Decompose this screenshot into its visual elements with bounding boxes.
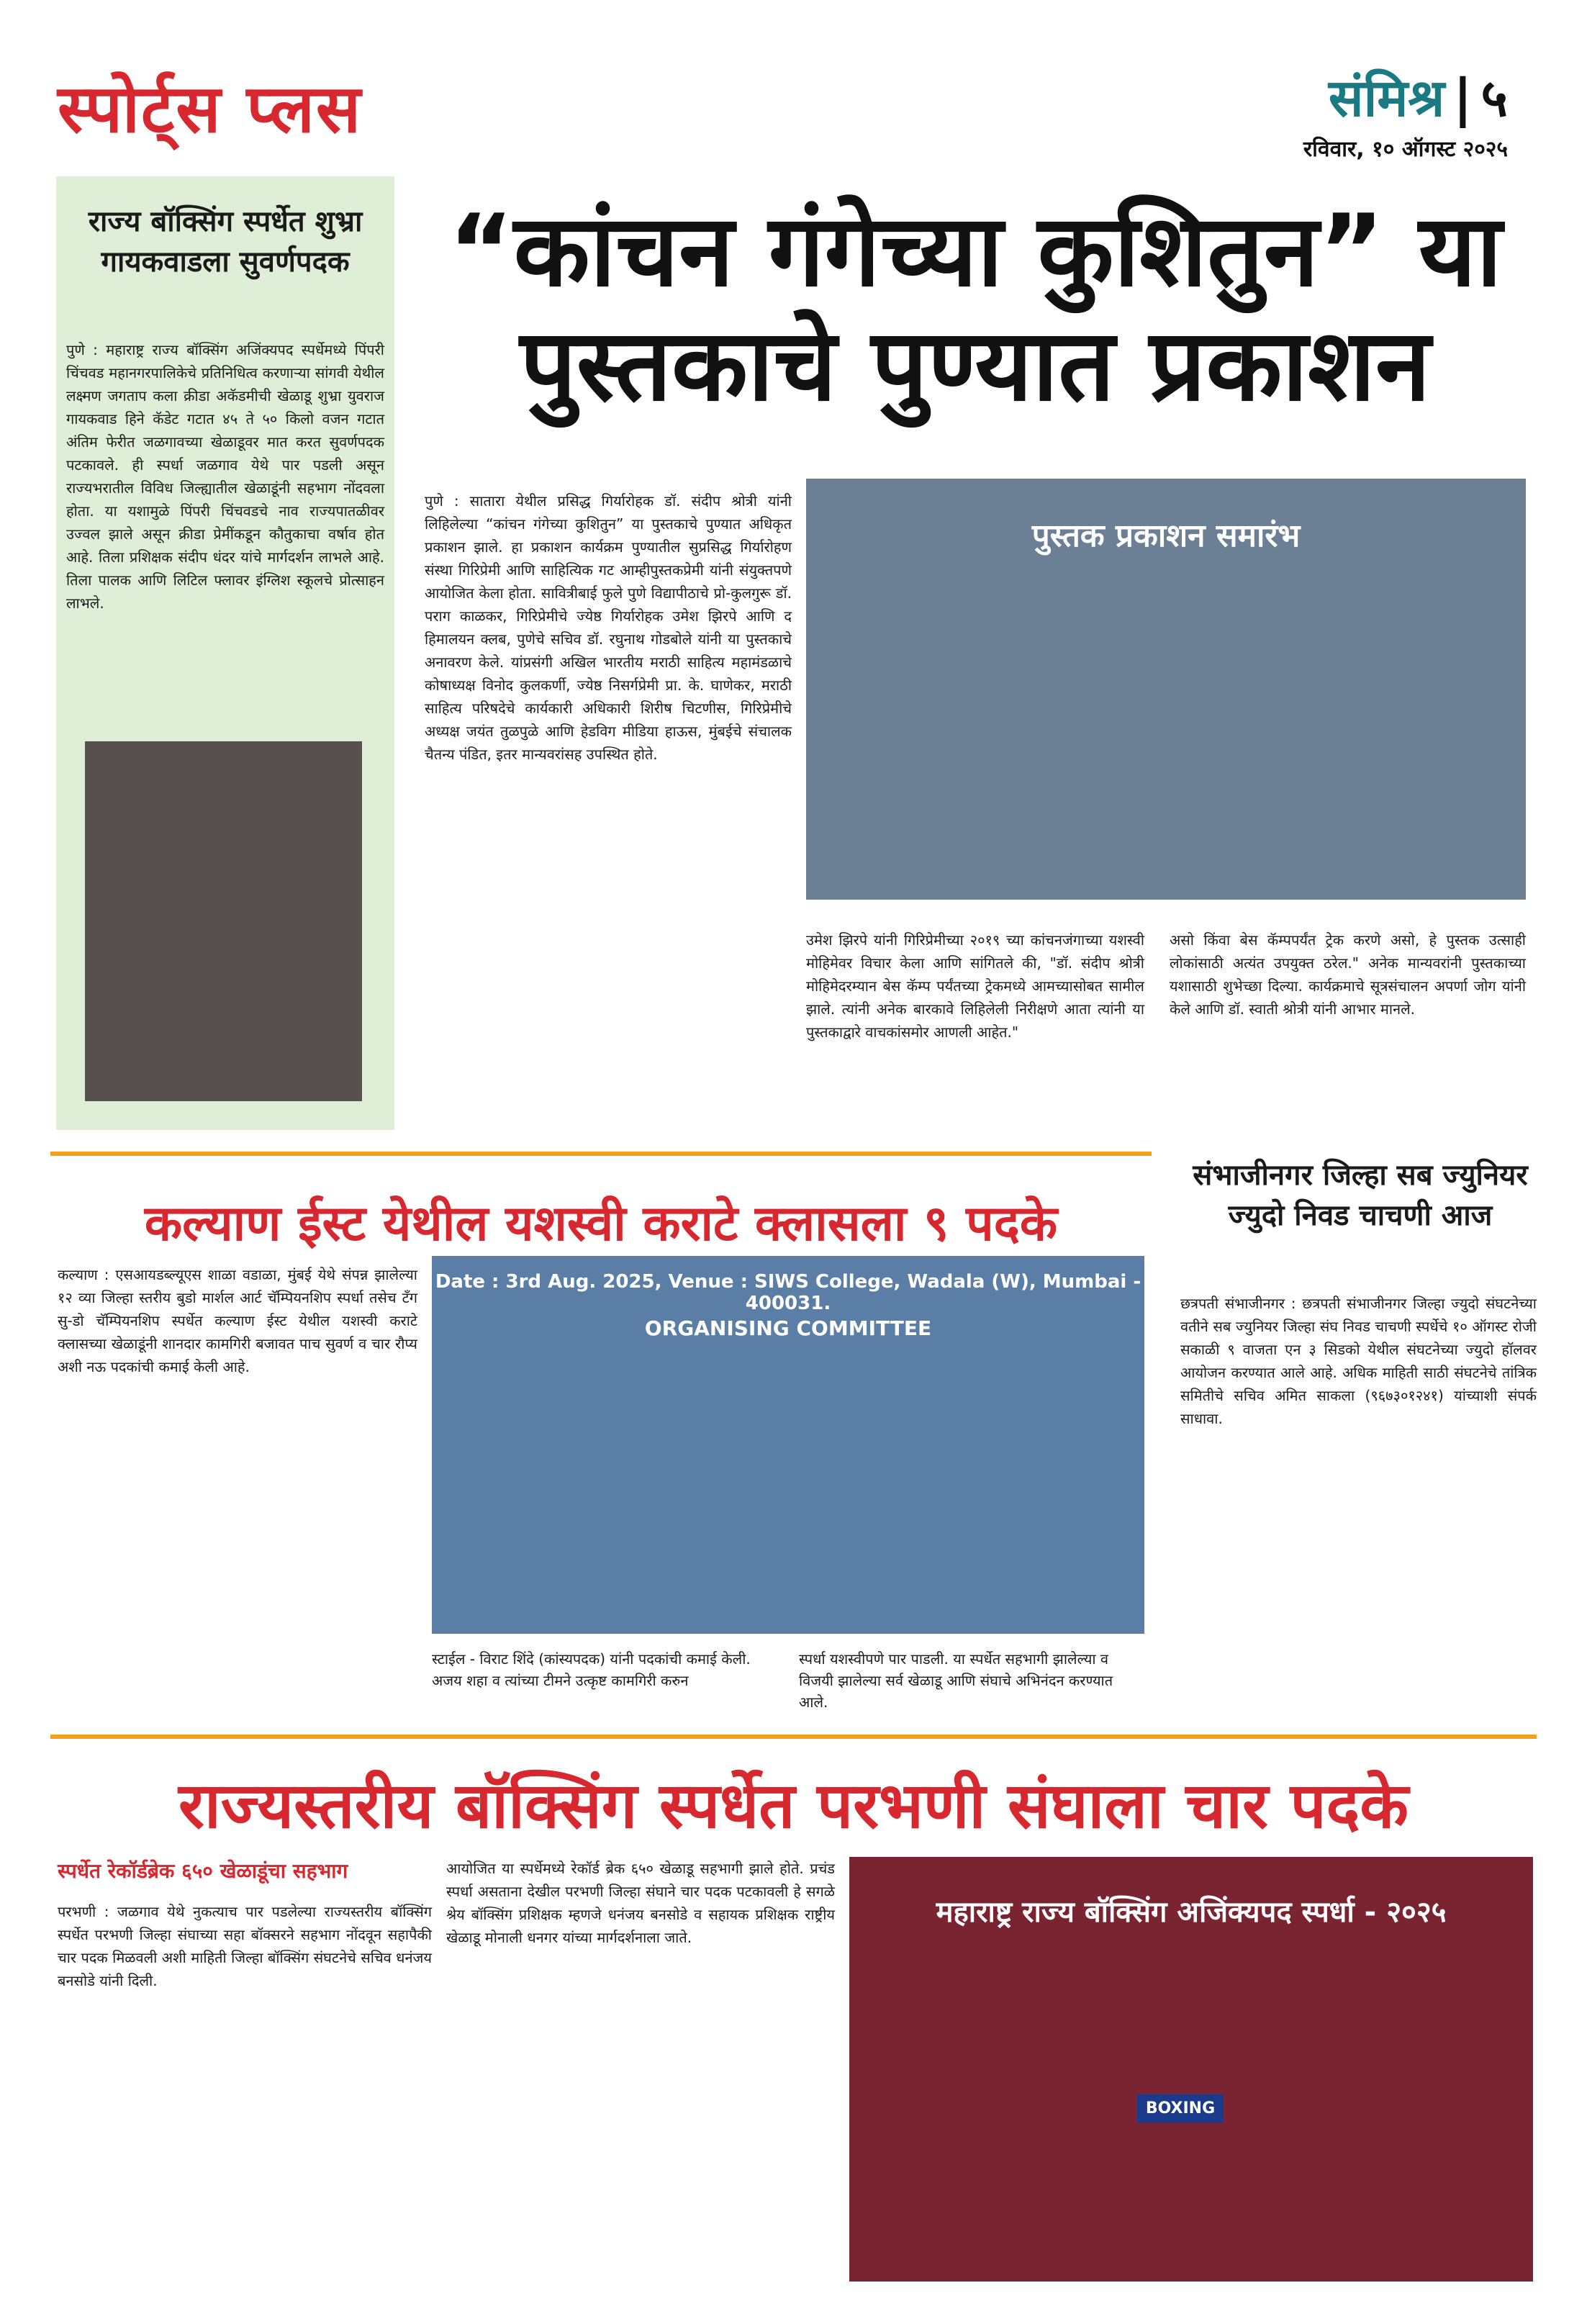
boxing-short-body: पुणे : महाराष्ट्र राज्य बॉक्सिंग अजिंक्यपद स्पर्धेमध्ये पिंपरी चिंचवड महानगरपालिकेचे प्रतिनिधित्व करणाऱ्या सांगवी येथील लक्ष्मण जगताप कला क्रीडा अकॅडमीची खेळाडू शुभ्रा युवराज गायकवाड हिने कॅडेट गटात ४५ ते ५० किलो वजन गटात अंतिम फेरीत जळगावच्या खेळाडूवर मात करत सुवर्णपदक पटकावले. ही स्पर्धा जळगाव येथे पार पडली असून राज्यभरातील विविध जिल्ह्यातील खेळाडूंनी सहभाग नोंदवला होता. या यशामुळे पिंपरी चिंचवडचे नाव राज्यपातळीवर उज्वल झाले असून क्रीडा प्रेमींकडून कौतुकाचा वर्षाव होत आहे. तिला प्रशिक्षक संदीप धंदर यांचे मार्गदर्शन लाभले आहे. तिला पालक आणि लिटिल फ्लावर इंग्लिश स्कूलचे प्रोत्साहन लाभले. xyxy=(66,341,384,612)
page-number: ५ xyxy=(1480,68,1508,128)
lead-photo xyxy=(806,479,1526,900)
divider: | xyxy=(1453,68,1473,128)
parbhani-headline: राज्यस्तरीय बॉक्सिंग स्पर्धेत परभणी संघाला चार पदके xyxy=(178,1768,1409,1843)
parbhani-subhead: स्पर्धेत रेकॉर्डब्रेक ६५० खेळाडूंचा सहभाग xyxy=(58,1859,348,1883)
boxing-short-headline: राज्य बॉक्सिंग स्पर्धेत शुभ्रा गायकवाडला सुवर्णपदक xyxy=(88,205,363,279)
karate-col-right: स्पर्धा यशस्वीपणे पार पाडली. या स्पर्धेत सहभागी झालेल्या व विजयी झालेल्या सर्व खेळाडू आणि संघाचे अभिनंदन करण्यात आले. xyxy=(799,1650,1113,1711)
dateline: रविवार, १० ऑगस्ट २०२५ xyxy=(1303,137,1508,162)
lead-photo-banner: पुस्तक प्रकाशन समारंभ xyxy=(1031,517,1301,554)
judo-body: छत्रपती संभाजीनगर : छत्रपती संभाजीनगर जिल्हा ज्युदो संघटनेच्या वतीने सब ज्युनियर जिल्हा संघ निवड चाचणी स्पर्धेचे १० ऑगस्ट रोजी सकाळी ९ वाजता एन ३ सिडको येथील संघटनेच्या ज्युदो हॉलवर आयोजन करण्यात आले आहे. अधिक माहिती साठी संघटनेचे तांत्रिक समितीचे सचिव अमित साकला (९६७३०१२४१) यांच्याशी संपर्क साधावा. xyxy=(1180,1295,1537,1427)
karate-photo-sub: ORGANISING COMMITTEE xyxy=(644,1316,932,1340)
section-name: संमिश्र xyxy=(1328,68,1445,128)
karate-body: कल्याण : एसआयडब्ल्यूएस शाळा वडाळा, मुंबई येथे संपन्न झालेल्या १२ व्या जिल्हा स्तरीय बुडो मार्शल आर्ट चॅम्पियनशिप स्पर्धा तसेच टँग सु-डो चॅम्पियनशिप स्पर्धेत कल्याण ईस्ट येथील यशस्वी कराटे क्लासच्या खेळाडूंनी शानदार कामगिरी बजावत पाच सुवर्ण व चार रौप्य अशी नऊ पदकांची कमाई केली आहे. xyxy=(58,1266,417,1375)
section-label xyxy=(1329,61,1508,132)
judo-headline: संभाजीनगर जिल्हा सब ज्युनियर ज्युदो निवड चाचणी आज xyxy=(1193,1159,1528,1232)
karate-photo xyxy=(432,1256,1144,1634)
lead-col2: उमेश झिरपे यांनी गिरिप्रेमीच्या २०१९ च्या कांचनजंगाच्या यशस्वी मोहिमेवर विचार केला आणि सांगितले की, "डॉ. संदीप श्रोत्री मोहिमेदरम्यान बेस कॅम्प पर्यंतच्या ट्रेकमध्ये आमच्यासोबत सामील झाले. त्यांनी अनेक बारकावे लिहिलेली निरीक्षणे आता त्यांनी या पुस्तकाद्वारे वाचकांसमोर आणली आहेत." xyxy=(806,931,1144,1041)
boxing-sign: BOXING xyxy=(1137,2094,1224,2123)
lead-col3: असो किंवा बेस कॅम्पपर्यंत ट्रेक करणे असो, हे पुस्तक उत्साही लोकांसाठी अत्यंत उपयुक्त ठरेल." अनेक मान्यवरांनी पुस्तकाच्या यशासाठी शुभेच्छा दिल्या. कार्यक्रमाचे सूत्रसंचालन अपर्णा जोग यांनी केले आणि डॉ. स्वाती श्रोत्री यांनी आभार मानले. xyxy=(1170,931,1526,1018)
lead-col1: पुणे : सातारा येथील प्रसिद्ध गिर्यारोहक डॉ. संदीप श्रोत्री यांनी लिहिलेल्या “कांचन गंगेच्या कुशितुन” या पुस्तकाचे पुण्यात अधिकृत प्रकाशन झाले. हा प्रकाशन कार्यक्रम पुण्यातील सुप्रसिद्ध गिर्यारोहण संस्था गिरिप्रेमी आणि साहित्यिक गट आम्हीपुस्तकप्रेमी यांनी संयुक्तपणे आयोजित केला होता. सावित्रीबाई फुले पुणे विद्यापीठाचे प्रो-कुलगुरू डॉ. पराग काळकर, गिरिप्रेमीचे ज्येष्ठ गिर्यारोहक उमेश झिरपे आणि द हिमालयन क्लब, पुणेचे सचिव डॉ. रघुनाथ गोडबोले यांनी या पुस्तकाचे अनावरण केले. यांप्रसंगी अखिल भारतीय मराठी साहित्य महामंडळाचे कोषाध्यक्ष विनोद कुलकर्णी, ज्येष्ठ निसर्गप्रेमी प्रा. के. घाणेकर, मराठी साहित्य परिषदेचे कार्यकारी अधिकारी शिरीष चिटणीस, गिरिप्रेमीचे अध्यक्ष जयंत तुळपुळे आणि हेडविग मीडिया हाऊस, मुंबईचे संचालक चैतन्य पंडित, इतर मान्यवरांसह उपस्थित होते. xyxy=(425,492,792,763)
rule-1 xyxy=(50,1152,1152,1156)
masthead: स्पोर्ट्स प्लस xyxy=(58,71,363,148)
parbhani-col2: आयोजित या स्पर्धेमध्ये रेकॉर्ड ब्रेक ६५० खेळाडू सहभागी झाले होते. प्रचंड स्पर्धा असताना देखील परभणी जिल्हा संघाने चार पदक पटकावली हे सगळे श्रेय बॉक्सिंग प्रशिक्षक म्हणजे धनंजय बनसोडे व सहायक प्रशिक्षक राष्ट्रीय खेळाडू मोनाली धनगर यांच्या मार्गदर्शनाला जाते. xyxy=(446,1860,835,1946)
parbhani-col1: परभणी : जळगाव येथे नुकत्याच पार पडलेल्या राज्यस्तरीय बॉक्सिंग स्पर्धेत परभणी जिल्हा संघाच्या सहा बॉक्सरने सहभाग नोंदवून सहापैकी चार पदक मिळवली अशी माहिती जिल्हा बॉक्सिंग संघटनेचे सचिव धनंजय बनसोडे यांनी दिली. xyxy=(58,1903,432,1989)
rule-2 xyxy=(50,1735,1537,1739)
karate-headline: कल्याण ईस्ट येथील यशस्वी कराटे क्लासला ९ पदके xyxy=(144,1195,1058,1252)
lead-headline: “कांचन गंगेच्या कुशितुन” या पुस्तकाचे पुण्यात प्रकाशन xyxy=(448,193,1502,423)
parbhani-photo-banner: महाराष्ट्र राज्य बॉक्सिंग अजिंक्यपद स्पर्धा - २०२५ xyxy=(936,1896,1447,1930)
parbhani-photo xyxy=(849,1857,1533,2282)
karate-photo-banner: Date : 3rd Aug. 2025, Venue : SIWS College, Wadala (W), Mumbai - 400031. xyxy=(435,1271,1141,1314)
athlete-photo xyxy=(85,741,362,1101)
karate-caption: स्टाईल - विराट शिंदे (कांस्यपदक) यांनी पदकांची कमाई केली. अजय शहा व त्यांच्या टीमने उत्कृष्ट कामगिरी करुन xyxy=(432,1650,751,1689)
